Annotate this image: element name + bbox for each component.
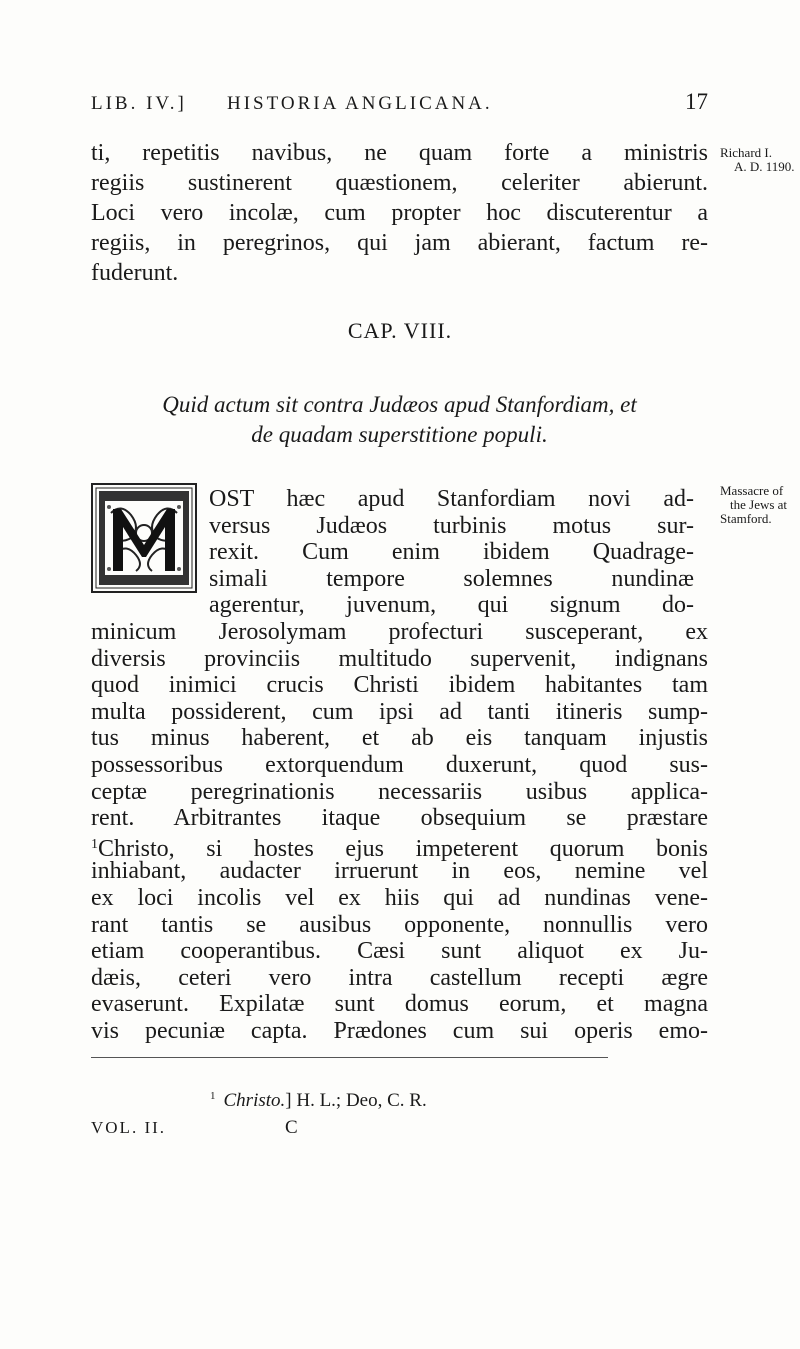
body-line: evaserunt. Expilatæ sunt domus eorum, et magna [91,991,708,1017]
body-line: versus Judæos turbinis motus sur- [209,513,694,539]
body-line: vis pecuniæ capta. Prædones cum sui operis emo- [91,1018,708,1044]
footnote-text: ] H. L.; Deo, C. R. [285,1090,427,1111]
sidenote-reign: Richard I. [720,145,772,160]
intro-line: fuderunt. [91,260,179,286]
body-line: etiam cooperantibus. Cæsi sunt aliquot ex Ju- [91,938,708,964]
body-line-with-footnote: $^1$Christo, si hostes ejus impeterent quorum bonis [91,836,708,862]
body-line: rent. Arbitrantes itaque obsequium se præstare [91,805,708,831]
chapter-subtitle-1: Quid actum sit contra Judæos apud Stanfordiam, et [162,392,637,417]
body-line: rexit. Cum enim ibidem Quadrage- [209,539,694,565]
sidenote-massacre-2: the Jews at [730,497,788,512]
body-line: minicum Jerosolymam profecturi susceperant, ex [91,619,708,645]
running-head-title: HISTORIA ANGLICANA. [227,93,493,114]
decorated-initial-m [91,483,197,593]
body-line: tus minus haberent, et ab eis tanquam injustis [91,725,708,751]
body-line: agerentur, juvenum, qui signum do- [209,592,694,618]
body-line: multa possiderent, cum ipsi ad tanti itineris sump- [91,699,708,725]
body-line: diversis provinciis multitudo supervenit, indignans [91,646,708,672]
body-line: ceptæ peregrinationis necessariis usibus applica- [91,779,708,805]
body-line: dæis, ceteri vero intra castellum recepti ægre [91,965,708,991]
footnote [210,1090,427,1112]
gathering-mark: C [285,1117,298,1138]
running-head-book: LIB. IV.] [91,93,187,114]
footnote-marker: 1 [210,1090,216,1102]
body-line: inhiabant, audacter irruerunt in eos, nemine vel [91,858,708,884]
volume-signature: VOL. II. [91,1118,167,1137]
sidenote-year: A. D. 1190. [734,159,795,174]
body-line: ex loci incolis vel ex hiis qui ad nundinas vene- [91,885,708,911]
body-line: rant tantis se ausibus opponente, nonnullis vero [91,912,708,938]
body-line: quod inimici crucis Christi ibidem habitantes tam [91,672,708,698]
body-line: simali tempore solemnes nundinæ [209,566,694,592]
sidenote-massacre-1: Massacre of [720,483,784,498]
intro-line: ti, repetitis navibus, ne quam forte a ministris [91,140,708,166]
page-number: 17 [685,89,708,114]
body-line: possessoribus extorquendum duxerunt, quod sus- [91,752,708,778]
footnote-lemma: Christo. [223,1090,286,1111]
body-line: OST hæc apud Stanfordiam novi ad- [209,486,694,512]
footnote-rule [91,1057,608,1058]
footnote-reference: 1 [91,837,98,852]
chapter-subtitle-2: de quadam superstitione populi. [251,422,548,447]
chapter-heading: CAP. VIII. [347,318,453,343]
sidenote-massacre-3: Stamford. [720,511,772,526]
intro-line: Loci vero incolæ, cum propter hoc discuterentur a [91,200,708,226]
intro-line: regiis, in peregrinos, qui jam abierant, factum re- [91,230,708,256]
intro-line: regiis sustinerent quæstionem, celeriter abierunt. [91,170,708,196]
running-head [91,89,708,123]
